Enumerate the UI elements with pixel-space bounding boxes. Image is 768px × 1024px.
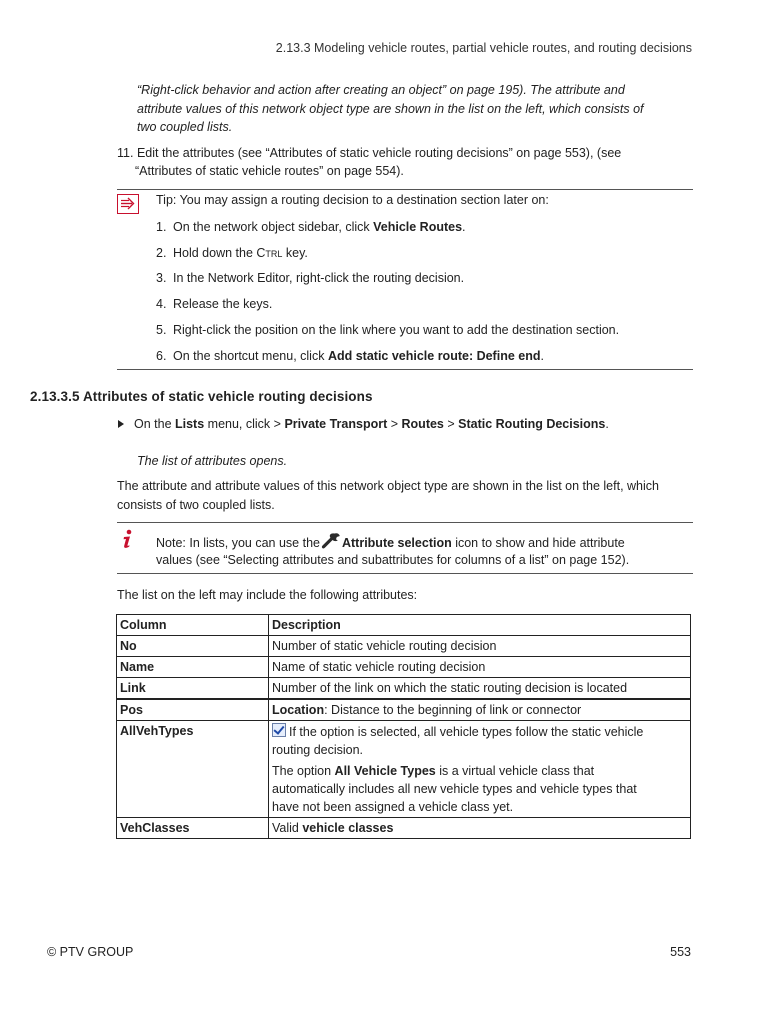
step-text-end: key.: [282, 246, 308, 260]
desc-line: have not been assigned a vehicle class yet.: [272, 800, 514, 814]
attr-description: Name of static vehicle routing decision: [269, 657, 691, 678]
menu-static-routing-decisions: Static Routing Decisions: [458, 417, 606, 431]
tip-step-4: [156, 295, 272, 313]
note-text-end: icon to show and hide attribute: [451, 536, 625, 550]
bullet-text: .: [605, 417, 609, 431]
menu-routes: Routes: [401, 417, 444, 431]
step-11-line-2: “Attributes of static vehicle routes” on page 554).: [135, 164, 404, 178]
step-bold: Vehicle Routes: [373, 220, 463, 234]
desc-text: is a virtual vehicle class that: [435, 764, 595, 778]
bullet-text: >: [387, 417, 402, 431]
step-text-end: .: [462, 220, 466, 234]
tip-step-5: [156, 321, 619, 339]
step-number: 1.: [156, 220, 167, 234]
intro-line-1: “Right-click behavior and action after creating an object” on page 195). The attribute and: [137, 83, 625, 97]
checkbox-checked-icon: [272, 723, 286, 737]
note-text: Note: In lists, you can use the: [156, 536, 320, 550]
intro-line-2: attribute values of this network object type are shown in the list on the left, which consists of: [137, 101, 644, 116]
header-column: Column: [117, 615, 269, 636]
arrow-right-box-icon: [117, 194, 139, 214]
key-name: Ctrl: [256, 246, 283, 260]
attr-name: VehClasses: [117, 818, 269, 839]
bullet-text: On the: [134, 417, 175, 431]
table-row: [117, 818, 691, 839]
step-text: On the shortcut menu, click: [173, 349, 328, 363]
section-paragraph-line-2: consists of two coupled lists.: [117, 497, 275, 512]
attr-name: AllVehTypes: [117, 721, 269, 818]
attr-description: [269, 721, 691, 818]
step-number: 2.: [156, 246, 167, 260]
desc-line: [272, 723, 687, 741]
menu-private-transport: Private Transport: [284, 417, 388, 431]
desc-line: routing decision.: [272, 743, 364, 757]
desc-text: : Distance to the beginning of link or connector: [324, 703, 582, 717]
attr-name: Link: [117, 678, 269, 700]
attr-description: [269, 699, 691, 721]
note-top-rule: [117, 522, 693, 523]
tip-intro: Tip: You may assign a routing decision to a destination section later on:: [156, 193, 549, 207]
table-row: [117, 721, 691, 818]
desc-text: If the option is selected, all vehicle types follow the static vehicle: [289, 725, 644, 739]
attr-description: [269, 818, 691, 839]
bullet-text: >: [443, 417, 459, 431]
step-text: On the network object sidebar, click: [173, 220, 374, 234]
table-row: [117, 636, 691, 657]
step-11-number: 11.: [117, 146, 134, 160]
tip-step-2: [156, 244, 308, 262]
tip-step-3: [156, 269, 464, 287]
step-text: Hold down the: [173, 246, 257, 260]
attr-description: Number of the link on which the static routing decision is located: [269, 678, 691, 700]
step-11-line-1: Edit the attributes (see “Attributes of static vehicle routing decisions” on page 553), (see: [136, 146, 622, 160]
attributes-table: [116, 614, 691, 839]
intro-paragraph: [137, 81, 644, 137]
attr-name: Name: [117, 657, 269, 678]
table-row: [117, 678, 691, 700]
result-text: The list of attributes opens.: [137, 454, 288, 468]
running-header: 2.13.3 Modeling vehicle routes, partial vehicle routes, and routing decisions: [275, 41, 692, 55]
footer-copyright: © PTV GROUP: [47, 945, 134, 959]
tip-top-rule: [117, 189, 693, 190]
step-number: 4.: [156, 297, 167, 311]
desc-text: The option: [272, 764, 335, 778]
intro-line-3: two coupled lists.: [137, 120, 233, 134]
step-bold: Add static vehicle route: Define end: [327, 349, 541, 363]
attr-name: Pos: [117, 699, 269, 721]
menu-path-bullet: [117, 415, 609, 434]
note-line-2: values (see “Selecting attributes and subattributes for columns of a list” on page 152).: [156, 553, 630, 567]
table-row: [117, 657, 691, 678]
table-row: [117, 699, 691, 721]
desc-bold: All Vehicle Types: [334, 764, 436, 778]
table-header-row: [117, 615, 691, 636]
note-bold: Attribute selection: [341, 536, 452, 550]
desc-line: [272, 762, 687, 780]
section-heading: 2.13.3.5 Attributes of static vehicle routing decisions: [30, 389, 373, 404]
desc-bold: vehicle classes: [302, 821, 394, 835]
step-number: 3.: [156, 271, 167, 285]
section-paragraph-line-1: The attribute and attribute values of this network object type are shown in the list on the left, which: [117, 479, 659, 493]
step-11: [117, 144, 621, 163]
page-number: 553: [670, 945, 691, 959]
table-intro: The list on the left may include the following attributes:: [117, 588, 418, 602]
step-number: 6.: [156, 349, 167, 363]
step-text: In the Network Editor, right-click the routing decision.: [173, 271, 465, 285]
desc-text: Valid: [272, 821, 303, 835]
bullet-text: menu, click >: [204, 417, 285, 431]
bullet-arrow-icon: [117, 415, 134, 434]
attr-description: Number of static vehicle routing decision: [269, 636, 691, 657]
step-text-end: .: [540, 349, 544, 363]
tip-step-6: [156, 347, 544, 365]
section-paragraph: [117, 477, 659, 514]
tip-bottom-rule: [117, 369, 693, 370]
info-icon: [120, 529, 134, 552]
desc-line: automatically includes all new vehicle types and vehicle types that: [272, 782, 637, 796]
step-text: Release the keys.: [173, 297, 273, 311]
menu-lists: Lists: [175, 417, 205, 431]
tip-step-1: [156, 218, 466, 236]
note-bottom-rule: [117, 573, 693, 574]
header-description: Description: [269, 615, 691, 636]
step-text: Right-click the position on the link where you want to add the destination section.: [173, 323, 620, 337]
desc-bold: Location: [272, 703, 325, 717]
attr-name: No: [117, 636, 269, 657]
step-number: 5.: [156, 323, 167, 337]
